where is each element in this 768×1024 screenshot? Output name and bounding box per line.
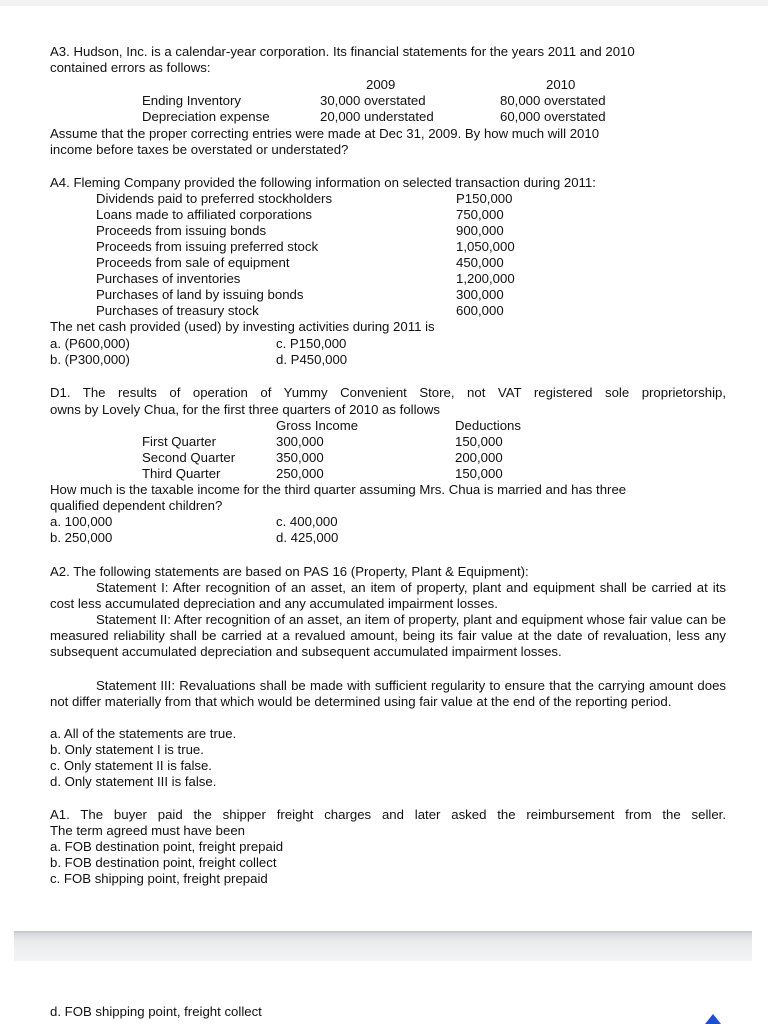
a4-choice-d: d. P450,000 bbox=[276, 352, 348, 367]
a3-intro-line2: contained errors as follows: bbox=[50, 60, 211, 75]
a1-question-line2: The term agreed must have been bbox=[50, 823, 245, 838]
a2-statement-2: Statement II: After recognition of an asset, an item of property, plant and equipment whose fair value can be measured reliability shall be carried at a revalued amount, being its fair value at the date of revaluation, less any subsequent accumulated depreciation and subsequent accumulated impairment losses. bbox=[50, 612, 726, 659]
a1-choice-b: b. FOB destination point, freight collect bbox=[50, 855, 277, 870]
a4-item-label: Purchases of land by issuing bonds bbox=[96, 287, 304, 302]
a3-row-2009: 30,000 overstated bbox=[320, 93, 426, 108]
a4-item-label: Dividends paid to preferred stockholders bbox=[96, 191, 333, 206]
a2-intro: A2. The following statements are based on PAS 16 (Property, Plant & Equipment): bbox=[50, 564, 529, 579]
a3-row-label: Depreciation expense bbox=[142, 109, 270, 124]
a3-row-label: Ending Inventory bbox=[142, 93, 241, 108]
a4-item-amount: 1,200,000 bbox=[456, 271, 515, 286]
a4-choice-b: b. (P300,000) bbox=[50, 352, 130, 367]
d1-row-deductions: 150,000 bbox=[455, 434, 503, 449]
d1-row-deductions: 150,000 bbox=[455, 466, 503, 481]
a3-row-2010: 80,000 overstated bbox=[500, 93, 606, 108]
a3-question-line1: Assume that the proper correcting entries were made at Dec 31, 2009. By how much will 2010 bbox=[50, 126, 600, 141]
d1-question-line2: qualified dependent children? bbox=[50, 498, 223, 513]
d1-choice-a: a. 100,000 bbox=[50, 514, 113, 529]
a4-item-amount: 750,000 bbox=[456, 207, 504, 222]
d1-row-gross: 350,000 bbox=[276, 450, 324, 465]
d1-choice-d: d. 425,000 bbox=[276, 530, 339, 545]
d1-intro-line2: owns by Lovely Chua, for the first three quarters of 2010 as follows bbox=[50, 402, 440, 417]
a2-choice-c: c. Only statement II is false. bbox=[50, 758, 212, 773]
a4-item-label: Loans made to affiliated corporations bbox=[96, 207, 313, 222]
d1-row-label: First Quarter bbox=[142, 434, 217, 449]
blue-shape-icon bbox=[703, 1012, 723, 1024]
d1-row-gross: 300,000 bbox=[276, 434, 324, 449]
a4-item-amount: 300,000 bbox=[456, 287, 504, 302]
a3-question-line2: income before taxes be overstated or understated? bbox=[50, 142, 349, 157]
a3-year-2009: 2009 bbox=[366, 77, 396, 92]
a4-item-label: Proceeds from issuing preferred stock bbox=[96, 239, 319, 254]
a3-row-2010: 60,000 overstated bbox=[500, 109, 606, 124]
d1-row-gross: 250,000 bbox=[276, 466, 324, 481]
a1-question-line1: A1. The buyer paid the shipper freight charges and later asked the reimbursement from the seller. bbox=[50, 807, 726, 822]
a1-choice-d: d. FOB shipping point, freight collect bbox=[50, 1004, 262, 1019]
page-break-divider bbox=[14, 931, 752, 961]
a4-item-label: Proceeds from sale of equipment bbox=[96, 255, 290, 270]
a4-item-label: Proceeds from issuing bonds bbox=[96, 223, 267, 238]
d1-row-deductions: 200,000 bbox=[455, 450, 503, 465]
d1-header-gross: Gross Income bbox=[276, 418, 359, 433]
a2-statement-3: Statement III: Revaluations shall be made with sufficient regularity to ensure that the carrying amount does not differ materially from that which would be determined using fair value at the end of the reporting period. bbox=[50, 678, 726, 709]
a4-item-amount: 450,000 bbox=[456, 255, 504, 270]
a4-item-amount: 900,000 bbox=[456, 223, 504, 238]
a3-intro-line1: A3. Hudson, Inc. is a calendar-year corporation. Its financial statements for the years 2011 and 2010 bbox=[50, 44, 635, 59]
a3-year-2010: 2010 bbox=[546, 77, 576, 92]
a4-intro: A4. Fleming Company provided the following information on selected transaction during 2011: bbox=[50, 175, 596, 190]
a2-choice-a: a. All of the statements are true. bbox=[50, 726, 237, 741]
a4-item-amount: P150,000 bbox=[456, 191, 513, 206]
a4-item-label: Purchases of inventories bbox=[96, 271, 241, 286]
a2-statement-1: Statement I: After recognition of an asset, an item of property, plant and equipment shall be carried at its cost less accumulated depreciation and any accumulated impairment losses. bbox=[50, 580, 726, 611]
a4-item-label: Purchases of treasury stock bbox=[96, 303, 259, 318]
a2-choice-d: d. Only statement III is false. bbox=[50, 774, 217, 789]
d1-question-line1: How much is the taxable income for the third quarter assuming Mrs. Chua is married and has three bbox=[50, 482, 627, 497]
d1-row-label: Second Quarter bbox=[142, 450, 236, 465]
a1-choice-c: c. FOB shipping point, freight prepaid bbox=[50, 871, 268, 886]
a4-choice-c: c. P150,000 bbox=[276, 336, 347, 351]
a4-item-amount: 600,000 bbox=[456, 303, 504, 318]
a4-item-amount: 1,050,000 bbox=[456, 239, 515, 254]
d1-choice-b: b. 250,000 bbox=[50, 530, 113, 545]
a4-question: The net cash provided (used) by investing activities during 2011 is bbox=[50, 319, 435, 334]
d1-choice-c: c. 400,000 bbox=[276, 514, 338, 529]
a1-choice-a: a. FOB destination point, freight prepaid bbox=[50, 839, 284, 854]
d1-header-deductions: Deductions bbox=[455, 418, 521, 433]
d1-row-label: Third Quarter bbox=[142, 466, 221, 481]
a2-choice-b: b. Only statement I is true. bbox=[50, 742, 204, 757]
d1-intro-line1: D1. The results of operation of Yummy Convenient Store, not VAT registered sole proprietorship, bbox=[50, 385, 726, 400]
a4-choice-a: a. (P600,000) bbox=[50, 336, 130, 351]
a3-row-2009: 20,000 understated bbox=[320, 109, 434, 124]
top-edge bbox=[0, 0, 768, 6]
